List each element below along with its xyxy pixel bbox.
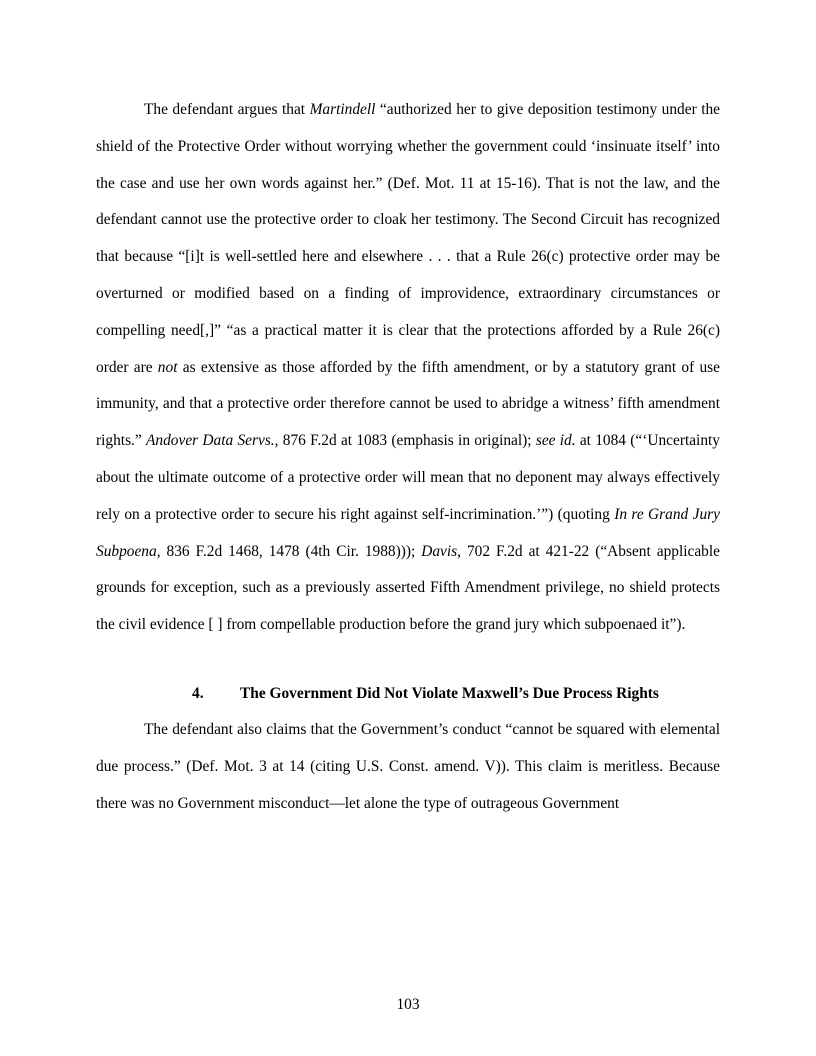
text-run: , 702 F.2d at 421-22 (“Absent applicable grounds for exception, such as a previously asserted Fifth Amendment privilege, no shield protects the civil evidence [ ] from compellable production before the grand jury which subpoenaed it”). xyxy=(96,542,720,634)
text-run: , 836 F.2d 1468, 1478 (4th Cir. 1988))); xyxy=(156,542,422,560)
text-run: as extensive as those afforded by the fifth amendment, or by a statutory grant of use immunity, and that a protective order therefore cannot be used to abridge a witness’ fifth amendment rights.” xyxy=(96,358,720,450)
citation-signal-see-id: see id. xyxy=(535,432,576,450)
body-text-block-1 xyxy=(96,92,720,644)
case-name-martindell: Martindell xyxy=(309,101,376,118)
text-run: “authorized her to give deposition testimony under the shield of the Protective Order without worrying whether the government could ‘insinuate itself’ into the case and use her own words against her.” (Def. Mot. 11 at 15-16). That is not the law, and the defendant cannot use the protective order to cloak her testimony. The Second Circuit has recognized that because “[i]t is well-settled here and elsewhere . . . that a Rule 26(c) protective order may be overturned or modified based on a finding of improvidence, extraordinary circumstances or compelling need[,]” “as a practical matter it is clear that the protections afforded by a Rule 26(c) order are xyxy=(96,101,720,376)
text-run: at 1084 (“‘Uncertainty about the ultimate outcome of a protective order will mean that no deponent may always effectively rely on a protective order to secure his right against self-incrimination.’”) (quoting xyxy=(96,432,720,523)
paragraph-protective-order xyxy=(96,92,720,644)
section-number: 4. xyxy=(192,685,204,702)
section-heading xyxy=(96,676,720,712)
page-number: 103 xyxy=(396,996,420,1013)
case-name-grand-jury: In re Grand Jury Subpoena xyxy=(96,505,720,560)
case-name-davis: Davis xyxy=(421,542,458,560)
case-name-andover: Andover Data Servs. xyxy=(146,432,275,450)
section-title: The Government Did Not Violate Maxwell’s Due Process Rights xyxy=(240,685,659,702)
body-text-block-2 xyxy=(96,712,720,822)
text-run: The defendant argues that xyxy=(144,101,310,118)
text-run: , 876 F.2d at 1083 (emphasis in original); xyxy=(274,432,536,450)
emphasis-not: not xyxy=(157,358,178,376)
paragraph-due-process: The defendant also claims that the Government’s conduct “cannot be squared with elemental due process.” (Def. Mot. 3 at 14 (citing U.S. Const. amend. V)). This claim is meritless. Because there was no Government misconduct—let alone the type of outrageous Government xyxy=(96,721,720,812)
